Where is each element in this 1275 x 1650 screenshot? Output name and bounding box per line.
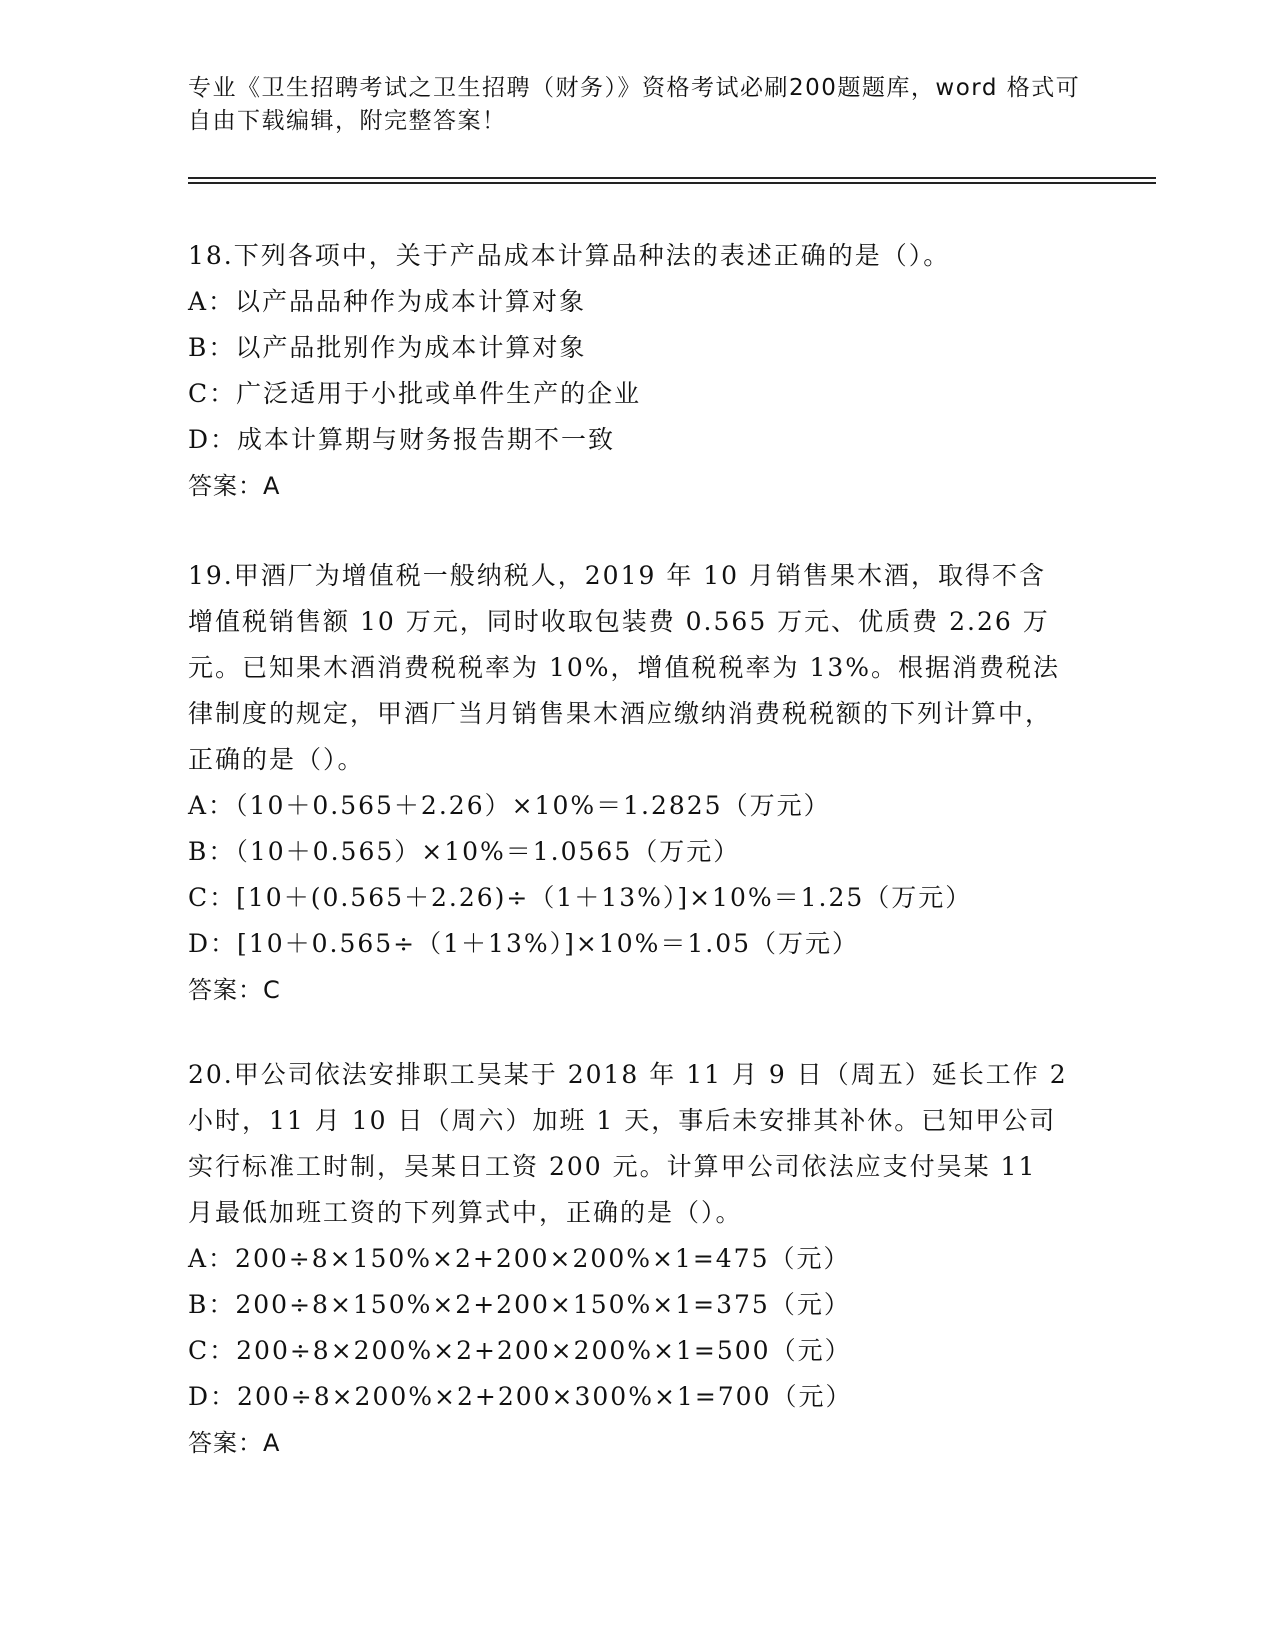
option-b: B：200÷8×150%×2+200×150%×1=375（元） (188, 1290, 851, 1319)
option-d: D：成本计算期与财务报告期不一致 (188, 425, 616, 454)
question-block-20 (188, 1052, 1088, 1466)
answer-label: 答案：A (188, 472, 281, 500)
header-divider-line (188, 177, 1156, 179)
question-block-19 (188, 553, 1088, 1013)
option-c: C：[10＋(0.565＋2.26)÷（1＋13%）]×10%＝1.25（万元） (188, 883, 973, 912)
option-b: B：（10＋0.565）×10%＝1.0565（万元） (188, 837, 741, 866)
option-b: B：以产品批别作为成本计算对象 (188, 333, 587, 362)
option-d: D：200÷8×200%×2+200×300%×1=700（元） (188, 1382, 853, 1411)
question-block-18 (188, 233, 1088, 509)
answer-label: 答案：A (188, 1429, 281, 1457)
option-c: C：广泛适用于小批或单件生产的企业 (188, 379, 642, 408)
option-c: C：200÷8×200%×2+200×200%×1=500（元） (188, 1336, 852, 1365)
answer-label: 答案：C (188, 976, 281, 1004)
question-stem: 19.甲酒厂为增值税一般纳税人，2019 年 10 月销售果木酒，取得不含增值税销售额 10 万元，同时收取包装费 0.565 万元、优质费 2.26 万元。已知果木酒消费税税率为 10%，增值税税率为 13%。根据消费税法律制度的规定，甲酒厂当月销售果木酒应缴纳消费税税额的下列计算中，正确的是（）。 (188, 561, 1061, 774)
option-d: D：[10＋0.565÷（1＋13%）]×10%＝1.05（万元） (188, 929, 860, 958)
option-a: A：（10＋0.565＋2.26）×10%＝1.2825（万元） (188, 791, 831, 820)
question-stem: 20.甲公司依法安排职工吴某于 2018 年 11 月 9 日（周五）延长工作 2 小时，11 月 10 日（周六）加班 1 天，事后未安排其补休。已知甲公司实行标准工时制，吴某日工资 200 元。计算甲公司依法应支付吴某 11 月最低加班工资的下列算式中，正确的是（）。 (188, 1060, 1078, 1227)
option-a: A：200÷8×150%×2+200×200%×1=475（元） (188, 1244, 851, 1273)
question-stem: 18.下列各项中，关于产品成本计算品种法的表述正确的是（）。 (188, 241, 951, 270)
document-header: 专业《卫生招聘考试之卫生招聘（财务）》资格考试必刷200题题库，word 格式可自由下载编辑，附完整答案！ (188, 75, 1081, 134)
option-a: A：以产品品种作为成本计算对象 (188, 287, 587, 316)
header-divider-line-second (188, 182, 1156, 184)
